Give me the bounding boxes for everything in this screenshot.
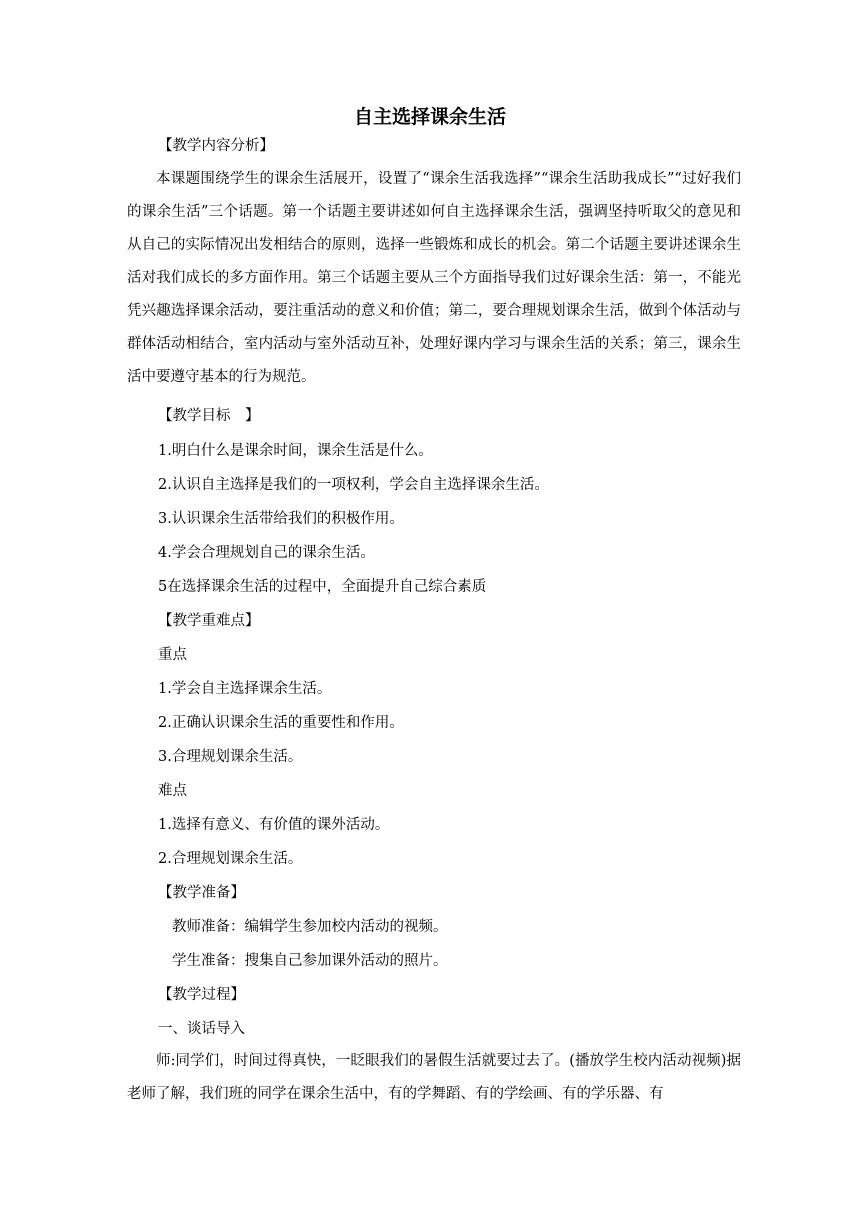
heading-analysis: 【教学内容分析】	[158, 138, 274, 154]
prep-teacher: 教师准备：编辑学生参加校内活动的视频。	[172, 919, 448, 935]
difficulty-item-2: 2.合理规划课余生活。	[158, 851, 303, 867]
key-item-2: 2.正确认识课余生活的重要性和作用。	[158, 715, 404, 731]
goal-item-4: 4.学会合理规划自己的课余生活。	[158, 545, 375, 561]
goal-item-2: 2.认识自主选择是我们的一项权利，学会自主选择课余生活。	[158, 477, 549, 493]
analysis-paragraph: 本课题围绕学生的课余生活展开，设置了“课余生活我选择”“课余生活助我成长”“过好我们的课余生活”三个话题。第一个话题主要讲述如何自主选择课余生活，强调坚持听取父的意见和从自己的实际情况出发相结合的原则，选择一些锻炼和成长的机会。第二个话题主要讲述课余生活对我们成长的多方面作用。第三个话题主要从三个方面指导我们过好课余生活：第一，不能光凭兴趣选择课余活动，要注重活动的意义和价值；第二，要合理规划课余生活，做到个体活动与群体活动相结合，室内活动与室外活动互补，处理好课内学习与课余生活的关系；第三，课余生活中要遵守基本的行为规范。	[127, 171, 741, 385]
heading-goals: 【教学目标 】	[158, 408, 260, 424]
key-item-3: 3.合理规划课余生活。	[158, 749, 303, 765]
prep-student: 学生准备：搜集自己参加课外活动的照片。	[172, 953, 448, 969]
key-label: 重点	[158, 647, 187, 663]
process-step-1: 一、谈话导入	[158, 1021, 245, 1037]
goal-item-5: 5在选择课余生活的过程中，全面提升自己综合素质	[158, 579, 487, 595]
goal-item-1: 1.明白什么是课余时间，课余生活是什么。	[158, 443, 433, 459]
difficulty-label: 难点	[158, 783, 187, 799]
heading-keypoints: 【教学重难点】	[158, 613, 260, 629]
document-title: 自主选择课余生活	[353, 106, 506, 128]
heading-process: 【教学过程】	[158, 987, 245, 1003]
difficulty-item-1: 1.选择有意义、有价值的课外活动。	[158, 817, 390, 833]
heading-prep: 【教学准备】	[158, 885, 245, 901]
goal-item-3: 3.认识课余生活带给我们的积极作用。	[158, 511, 404, 527]
key-item-1: 1.学会自主选择课余生活。	[158, 681, 332, 697]
process-paragraph: 师:同学们，时间过得真快，一眨眼我们的暑假生活就要过去了。(播放学生校内活动视频)据老师了解，我们班的同学在课余生活中，有的学舞蹈、有的学绘画、有的学乐器、有	[127, 1053, 741, 1102]
